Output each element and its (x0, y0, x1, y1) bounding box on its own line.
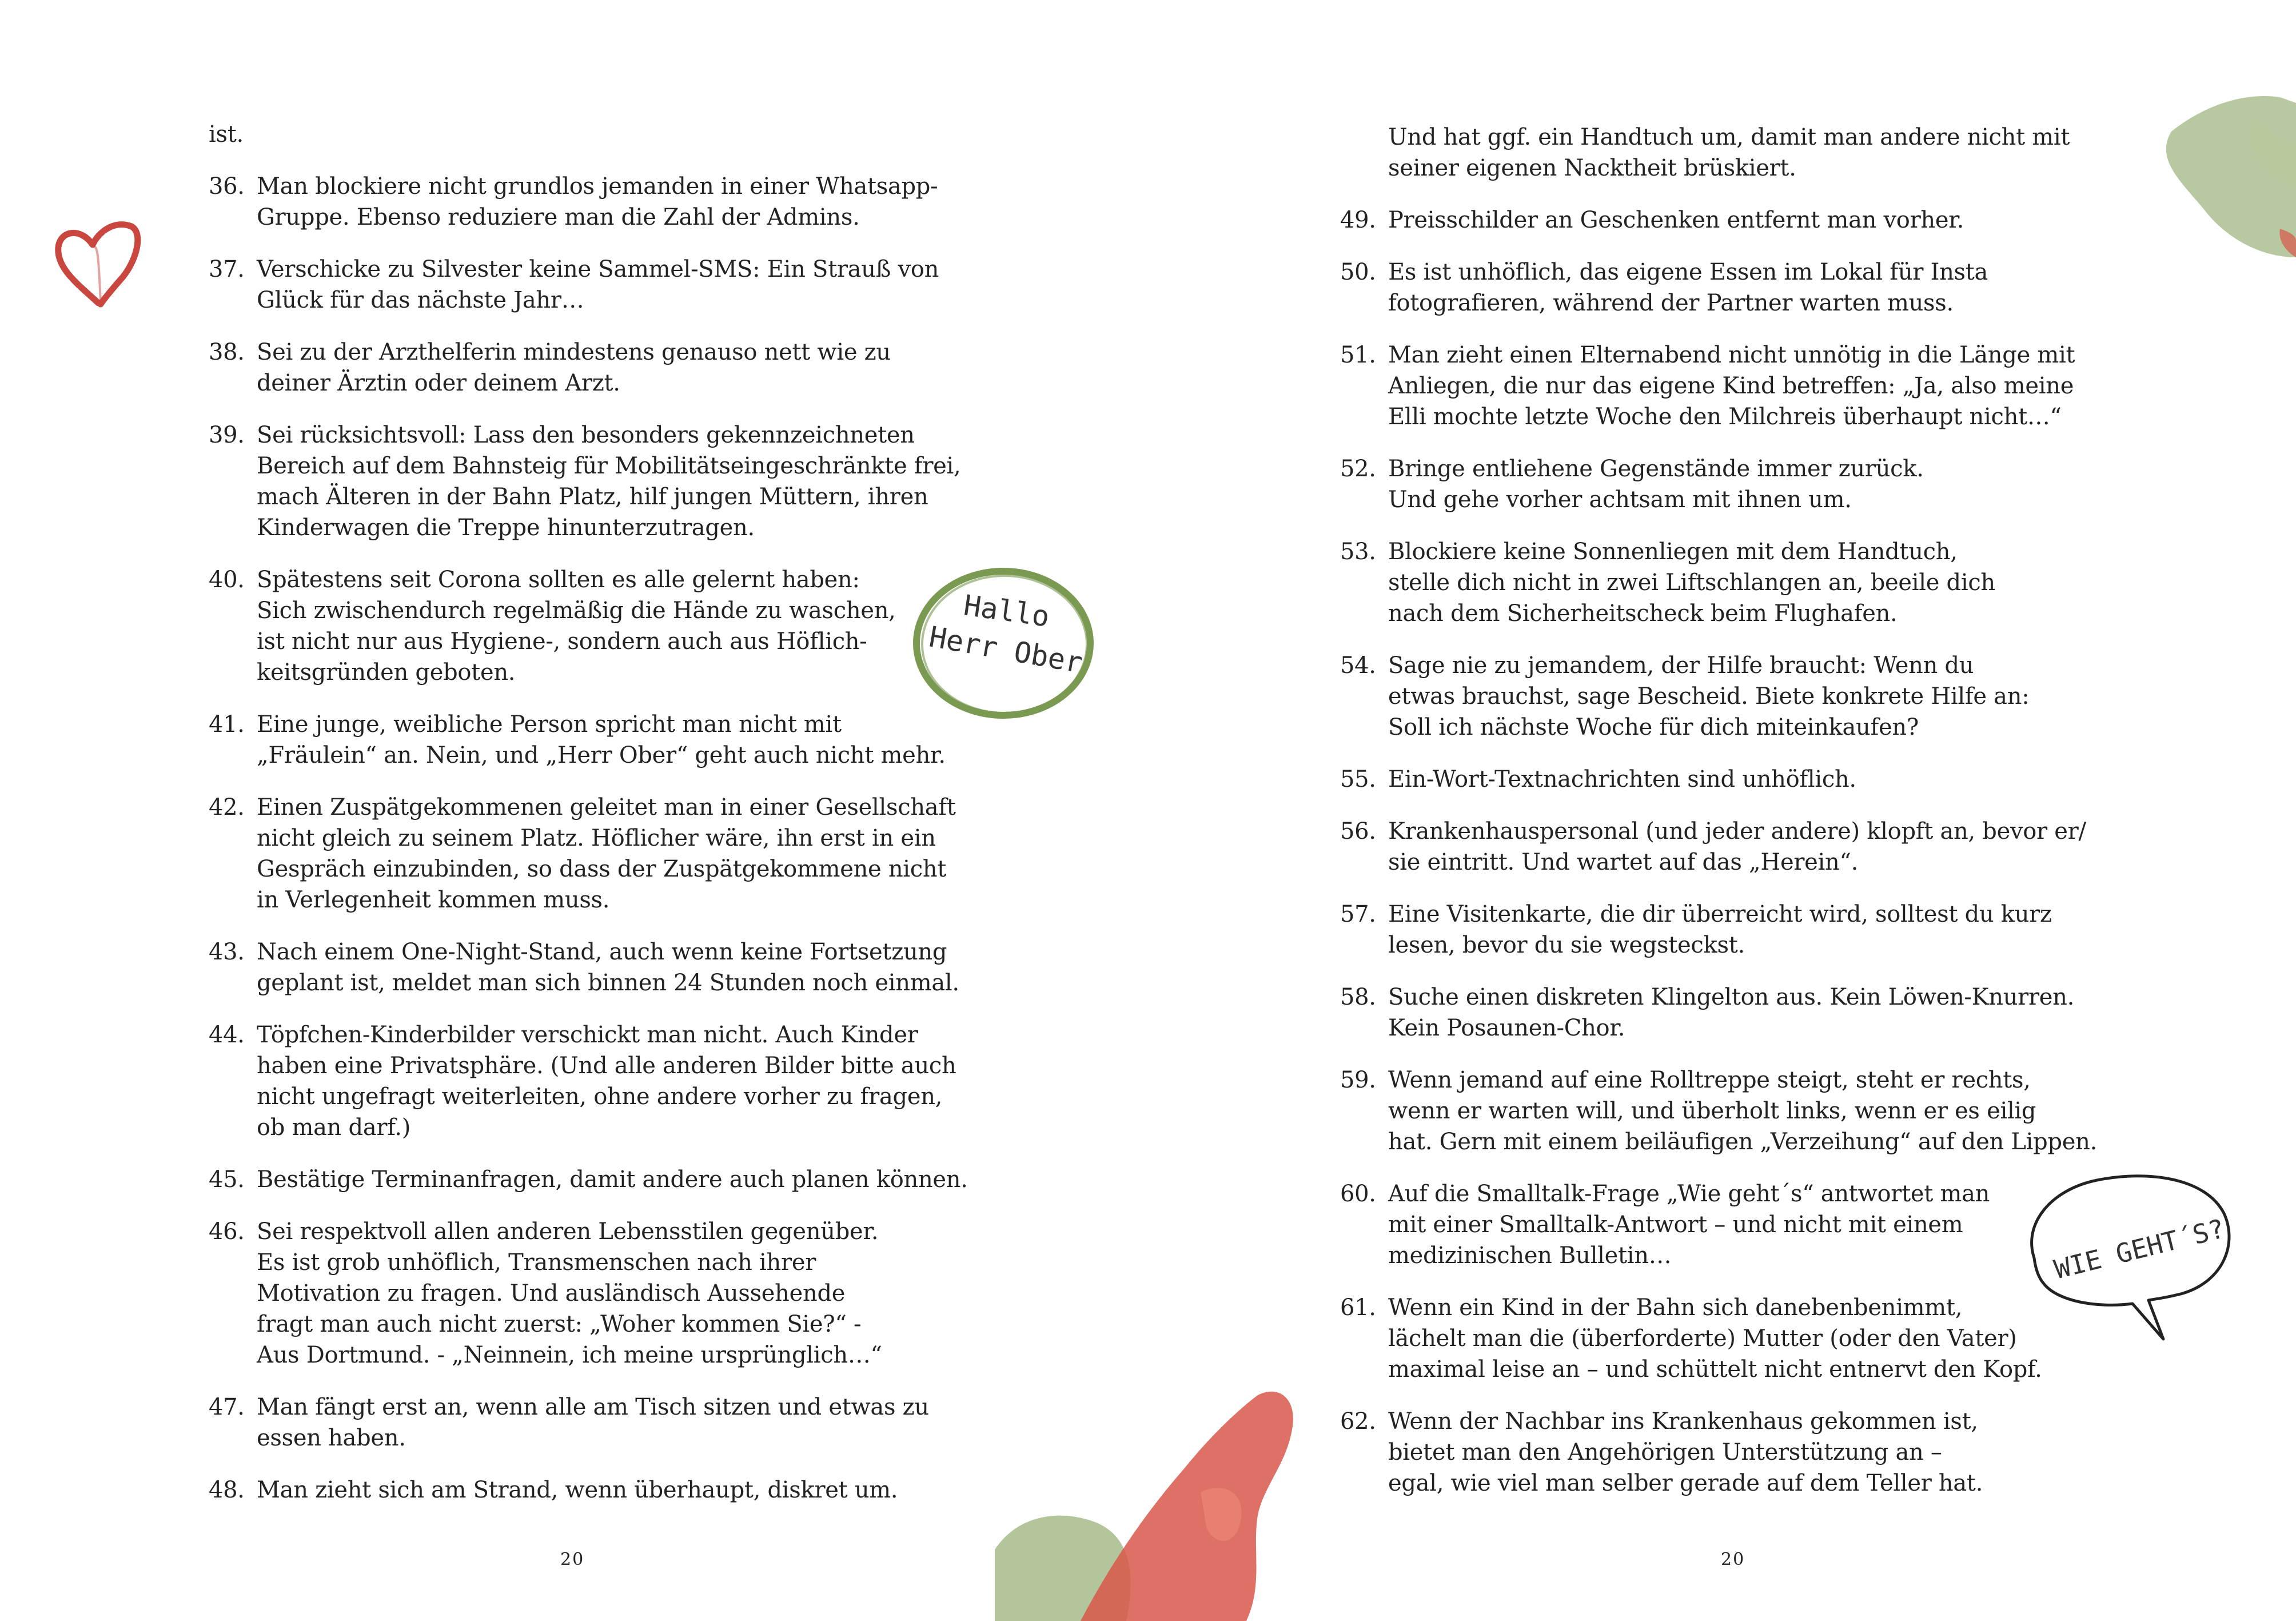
list-item (1340, 340, 2140, 432)
list-item (209, 171, 986, 233)
list-item (1340, 453, 2140, 515)
item-line: ob man darf.) (257, 1114, 411, 1141)
item-number: 46. (209, 1218, 245, 1245)
item-line: Eine junge, weibliche Person spricht man nicht mit (257, 711, 842, 738)
list-item (1340, 1292, 2140, 1385)
list-item (1340, 982, 2140, 1044)
item-line: Bereich auf dem Bahnsteig für Mobilitätseingeschränkte frei, (257, 453, 961, 479)
item-number: 42. (209, 794, 245, 821)
list-item (1340, 650, 2140, 743)
item-line: Elli mochte letzte Woche den Milchreis überhaupt nicht…“ (1388, 404, 2062, 430)
item-line: stelle dich nicht in zwei Liftschlangen an, beeile dich (1388, 569, 1995, 596)
item-line: Und gehe vorher achtsam mit ihnen um. (1388, 487, 1852, 513)
item-line: mit einer Smalltalk-Antwort – und nicht mit einem (1388, 1212, 1963, 1238)
item-number: 53. (1340, 539, 1376, 565)
item-line: Bestätige Terminanfragen, damit andere auch planen können. (257, 1166, 968, 1193)
item-number: 62. (1340, 1408, 1376, 1435)
item-line: Kein Posaunen-Chor. (1388, 1015, 1625, 1041)
item-line: fotografieren, während der Partner warten muss. (1388, 290, 1954, 316)
item-line: Krankenhauspersonal (und jeder andere) klopft an, bevor er/ (1388, 818, 2086, 845)
item-line: Wenn ein Kind in der Bahn sich danebenbenimmt, (1388, 1295, 1963, 1321)
heart-icon (46, 212, 149, 314)
item-line: wenn er warten will, und überholt links, wenn er es eilig (1388, 1098, 2036, 1124)
item-line: Sich zwischendurch regelmäßig die Hände zu waschen, (257, 598, 896, 624)
list-item (209, 254, 986, 316)
item-line: Suche einen diskreten Klingelton aus. Kein Löwen-Knurren. (1388, 984, 2075, 1010)
list-item (209, 420, 986, 543)
list-item (1340, 257, 2140, 318)
item-line: Aus Dortmund. - „Neinnein, ich meine ursprünglich…“ (257, 1342, 882, 1368)
list-item (209, 1475, 986, 1506)
item-line: Kinderwagen die Treppe hinunterzutragen. (257, 515, 755, 541)
item-line: essen haben. (257, 1425, 406, 1451)
list-item (1340, 764, 2140, 795)
list-item (1340, 1178, 2140, 1271)
item-number: 43. (209, 939, 245, 965)
list-item (1340, 536, 2140, 629)
list-item (209, 1019, 986, 1143)
item-number: 57. (1340, 901, 1376, 927)
item-number: 58. (1340, 984, 1376, 1010)
item-line: nach dem Sicherheitscheck beim Flughafen. (1388, 600, 1898, 627)
item-line: deiner Ärztin oder deinem Arzt. (257, 370, 620, 396)
item-line: ist nicht nur aus Hygiene-, sondern auch aus Höflich- (257, 628, 867, 655)
item-number: 59. (1340, 1067, 1376, 1093)
item-number: 49. (1340, 207, 1376, 233)
item-number: 50. (1340, 259, 1376, 285)
continuation-text: ist. (209, 121, 244, 148)
item-line: Sei rücksichtsvoll: Lass den besonders gekennzeichneten (257, 422, 915, 448)
list-item (209, 1164, 986, 1195)
item-number: 41. (209, 711, 245, 738)
item-line: Man zieht sich am Strand, wenn überhaupt, diskret um. (257, 1477, 898, 1503)
item-line: haben eine Privatsphäre. (Und alle anderen Bilder bitte auch (257, 1053, 956, 1079)
item-number: 56. (1340, 818, 1376, 845)
item-line: Nach einem One-Night-Stand, auch wenn keine Fortsetzung (257, 939, 947, 965)
item-line: lächelt man die (überforderte) Mutter (oder den Vater) (1388, 1325, 2017, 1352)
item-line: seiner eigenen Nacktheit brüskiert. (1388, 155, 1796, 181)
item-number: 47. (209, 1394, 245, 1420)
list-item (1340, 1406, 2140, 1499)
item-line: Glück für das nächste Jahr… (257, 287, 584, 313)
stamp-line2: Herr Ober (926, 620, 1085, 680)
list-item (209, 937, 986, 998)
list-item (209, 709, 986, 771)
item-line: bietet man den Angehörigen Unterstützung an – (1388, 1439, 1942, 1465)
list-item (209, 564, 986, 688)
list-item (209, 1392, 986, 1453)
item-line: Gespräch einzubinden, so dass der Zuspätgekommene nicht (257, 856, 947, 882)
list-item (1340, 205, 2140, 236)
list-item (1340, 899, 2140, 961)
item-number: 51. (1340, 342, 1376, 368)
item-line: Wenn der Nachbar ins Krankenhaus gekommen ist, (1388, 1408, 1978, 1435)
item-line: Auf die Smalltalk-Frage „Wie geht´s“ antwortet man (1388, 1181, 1990, 1207)
item-line: Bringe entliehene Gegenstände immer zurück. (1388, 456, 1924, 482)
left-column (209, 119, 986, 1506)
right-column (1340, 122, 2140, 1499)
list-item (209, 1216, 986, 1371)
item-line: Es ist grob unhöflich, Transmenschen nach ihrer (257, 1249, 816, 1276)
item-number: 52. (1340, 456, 1376, 482)
item-line: Spätestens seit Corona sollten es alle gelernt haben: (257, 567, 860, 593)
item-line: fragt man auch nicht zuerst: „Woher kommen Sie?“ - (257, 1311, 862, 1337)
right-page (1148, 0, 2296, 1621)
watercolor-splash (2148, 86, 2296, 274)
item-line: in Verlegenheit kommen muss. (257, 887, 610, 913)
stamp-line1: Hallo (962, 588, 1052, 634)
item-number: 36. (209, 173, 245, 200)
item-number: 48. (209, 1477, 245, 1503)
list-item (209, 792, 986, 915)
bubble-text: WIE GEHT´S? (2051, 1213, 2228, 1285)
item-number: 37. (209, 256, 245, 282)
item-line: Motivation zu fragen. Und ausländisch Aussehende (257, 1280, 846, 1307)
item-number: 61. (1340, 1295, 1376, 1321)
item-line: Sage nie zu jemandem, der Hilfe braucht: Wenn du (1388, 652, 1974, 679)
continuation-text (1340, 122, 2140, 184)
item-line: Man blockiere nicht grundlos jemanden in einer Whatsapp- (257, 173, 938, 200)
item-number: 44. (209, 1022, 245, 1048)
item-line: Und hat ggf. ein Handtuch um, damit man andere nicht mit (1388, 124, 2070, 150)
list-item (1340, 1065, 2140, 1157)
item-line: geplant ist, meldet man sich binnen 24 Stunden noch einmal. (257, 970, 959, 996)
item-line: Blockiere keine Sonnenliegen mit dem Handtuch, (1388, 539, 1958, 565)
item-line: Wenn jemand auf eine Rolltreppe steigt, steht er rechts, (1388, 1067, 2031, 1093)
item-line: Einen Zuspätgekommenen geleitet man in einer Gesellschaft (257, 794, 956, 821)
item-line: Eine Visitenkarte, die dir überreicht wird, solltest du kurz (1388, 901, 2052, 927)
page-number: 20 (1721, 1550, 1745, 1570)
item-line: etwas brauchst, sage Bescheid. Biete konkrete Hilfe an: (1388, 683, 2030, 710)
item-line: maximal leise an – und schüttelt nicht entnervt den Kopf. (1388, 1356, 2042, 1383)
page-number: 20 (560, 1550, 585, 1570)
item-line: mach Älteren in der Bahn Platz, hilf jungen Müttern, ihren (257, 484, 928, 510)
item-number: 40. (209, 567, 245, 593)
item-line: sie eintritt. Und wartet auf das „Herein“. (1388, 849, 1859, 875)
list-item (1340, 816, 2140, 878)
item-line: Soll ich nächste Woche für dich miteinkaufen? (1388, 714, 1919, 740)
item-line: nicht ungefragt weiterleiten, ohne andere vorher zu fragen, (257, 1084, 943, 1110)
item-line: Es ist unhöflich, das eigene Essen im Lokal für Insta (1388, 259, 1988, 285)
item-line: Sei respektvoll allen anderen Lebensstilen gegenüber. (257, 1218, 879, 1245)
item-line: Anliegen, die nur das eigene Kind betreffen: „Ja, also meine (1388, 373, 2074, 399)
item-line: Ein-Wort-Textnachrichten sind unhöflich. (1388, 766, 1856, 792)
list-item (209, 337, 986, 399)
item-line: egal, wie viel man selber gerade auf dem Teller hat. (1388, 1470, 1983, 1496)
item-line: Man fängt erst an, wenn alle am Tisch sitzen und etwas zu (257, 1394, 929, 1420)
item-line: Töpfchen-Kinderbilder verschickt man nicht. Auch Kinder (257, 1022, 918, 1048)
item-line: Sei zu der Arzthelferin mindestens genauso nett wie zu (257, 339, 891, 365)
item-number: 55. (1340, 766, 1376, 792)
item-line: Gruppe. Ebenso reduziere man die Zahl der Admins. (257, 204, 860, 230)
item-number: 54. (1340, 652, 1376, 679)
item-number: 39. (209, 422, 245, 448)
item-line: Preisschilder an Geschenken entfernt man vorher. (1388, 207, 1964, 233)
item-line: nicht gleich zu seinem Platz. Höflicher wäre, ihn erst in ein (257, 825, 936, 851)
item-line: Man zieht einen Elternabend nicht unnötig in die Länge mit (1388, 342, 2075, 368)
item-line: Verschicke zu Silvester keine Sammel-SMS: Ein Strauß von (257, 256, 939, 282)
item-number: 45. (209, 1166, 245, 1193)
item-number: 60. (1340, 1181, 1376, 1207)
item-number: 38. (209, 339, 245, 365)
item-line: lesen, bevor du sie wegsteckst. (1388, 932, 1745, 958)
item-line: „Fräulein“ an. Nein, und „Herr Ober“ geht auch nicht mehr. (257, 742, 946, 768)
item-line: medizinischen Bulletin… (1388, 1242, 1672, 1269)
item-line: keitsgründen geboten. (257, 659, 516, 686)
item-line: hat. Gern mit einem beiläufigen „Verzeihung“ auf den Lippen. (1388, 1129, 2097, 1155)
